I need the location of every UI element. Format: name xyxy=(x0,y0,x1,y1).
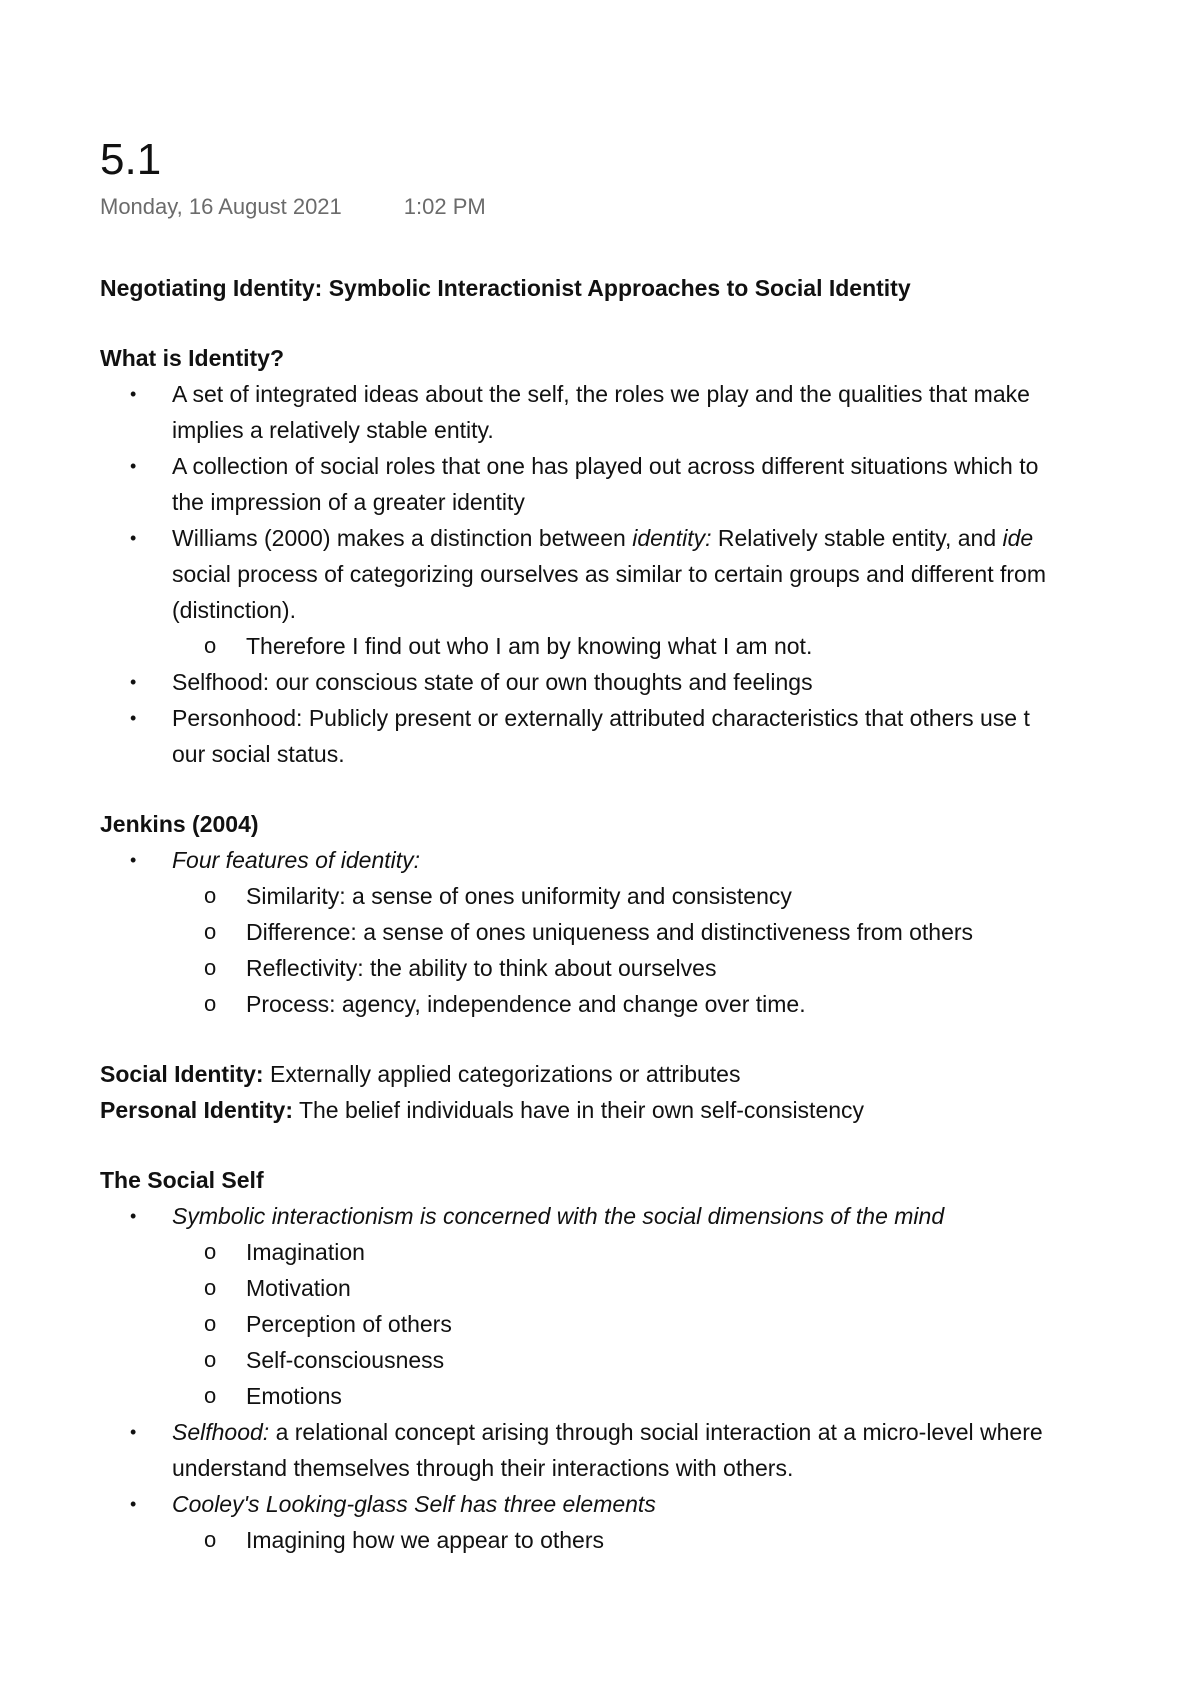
list-item-text: A collection of social roles that one has played out across different situations which to xyxy=(172,453,1039,479)
text-run-italic: Selfhood: xyxy=(172,1419,270,1445)
list-item-text: Emotions xyxy=(246,1383,342,1409)
list-item xyxy=(100,664,1200,700)
list-item-text: our social status. xyxy=(172,741,345,767)
definition-personal-identity xyxy=(100,1092,1200,1128)
sub-bullet-icon: o xyxy=(204,1383,217,1408)
list-item xyxy=(100,1486,1200,1522)
list-item-text: Four features of identity: xyxy=(172,847,421,873)
list-item-text: understand themselves through their interactions with others. xyxy=(172,1455,794,1481)
list-item-text: Motivation xyxy=(246,1275,351,1301)
list-item-text: implies a relatively stable entity. xyxy=(172,417,494,443)
definition-text: Externally applied categorizations or attributes xyxy=(263,1061,741,1087)
sub-list-item xyxy=(100,1306,1200,1342)
page-content xyxy=(100,130,1200,1578)
definition-social-identity xyxy=(100,1056,1200,1092)
text-run: Williams (2000) makes a distinction between xyxy=(172,525,633,551)
list-item-text xyxy=(172,520,1200,556)
bullet-icon: • xyxy=(130,850,137,870)
sub-list-item xyxy=(100,1270,1200,1306)
list-item xyxy=(100,376,1200,448)
text-run-italic: ide xyxy=(1002,525,1034,551)
sub-bullet-icon: o xyxy=(204,955,217,980)
sub-list-item xyxy=(100,878,1200,914)
list-item-text: Imagination xyxy=(246,1239,365,1265)
jenkins-list xyxy=(100,842,1200,1022)
bullet-icon: • xyxy=(130,528,137,548)
text-run: Relatively stable entity, and xyxy=(711,525,1003,551)
bullet-icon: • xyxy=(130,672,137,692)
list-item-text: Difference: a sense of ones uniqueness and distinctiveness from others xyxy=(246,919,974,945)
list-item-text: Personhood: Publicly present or externally attributed characteristics that others use t xyxy=(172,705,1030,731)
spacer xyxy=(100,772,1200,806)
sub-list-item xyxy=(100,628,1200,664)
section-heading-identity: What is Identity? xyxy=(100,345,284,371)
list-item xyxy=(100,448,1200,520)
sub-list-item xyxy=(100,1234,1200,1270)
list-item xyxy=(100,1414,1200,1486)
list-item-text: Symbolic interactionism is concerned with the social dimensions of the mind xyxy=(172,1203,945,1229)
text-run-italic: identity: xyxy=(632,525,712,551)
list-item-text: the impression of a greater identity xyxy=(172,489,525,515)
list-item xyxy=(100,842,1200,878)
bullet-icon: • xyxy=(130,456,137,476)
list-item-text: Self-consciousness xyxy=(246,1347,445,1373)
social-self-list xyxy=(100,1198,1200,1558)
list-item-text: Perception of others xyxy=(246,1311,452,1337)
list-item-text: Similarity: a sense of ones uniformity and consistency xyxy=(246,883,792,909)
list-item-text: Selfhood: our conscious state of our own thoughts and feelings xyxy=(172,669,813,695)
list-item-text: Imagining how we appear to others xyxy=(246,1527,604,1553)
sub-list-item xyxy=(100,914,1200,950)
definition-label: Social Identity: xyxy=(100,1061,264,1087)
sub-list-item xyxy=(100,986,1200,1022)
sub-bullet-icon: o xyxy=(204,1527,217,1552)
spacer xyxy=(100,306,1200,340)
sub-list-item xyxy=(100,1378,1200,1414)
spacer xyxy=(100,1022,1200,1056)
list-item-text: social process of categorizing ourselves as similar to certain groups and different from xyxy=(172,561,1046,587)
sub-bullet-icon: o xyxy=(204,883,217,908)
definition-text: The belief individuals have in their own self-consistency xyxy=(292,1097,865,1123)
list-item xyxy=(100,1198,1200,1234)
identity-list xyxy=(100,376,1200,772)
sub-list-item xyxy=(100,1342,1200,1378)
page-timestamp xyxy=(100,192,1200,222)
page-title[interactable]: 5.1 xyxy=(100,135,162,184)
sub-bullet-icon: o xyxy=(204,1275,217,1300)
sub-bullet-icon: o xyxy=(204,1239,217,1264)
section-heading-social-self: The Social Self xyxy=(100,1167,264,1193)
list-item-text: Process: agency, independence and change over time. xyxy=(246,991,806,1017)
definition-label: Personal Identity: xyxy=(100,1097,293,1123)
spacer xyxy=(100,1128,1200,1162)
sub-bullet-icon: o xyxy=(204,1311,217,1336)
bullet-icon: • xyxy=(130,1494,137,1514)
sub-bullet-icon: o xyxy=(204,1347,217,1372)
main-heading: Negotiating Identity: Symbolic Interactionist Approaches to Social Identity xyxy=(100,275,911,301)
text-run: a relational concept arising through social interaction at a micro-level where xyxy=(269,1419,1043,1445)
bullet-icon: • xyxy=(130,1422,137,1442)
list-item-text: Reflectivity: the ability to think about ourselves xyxy=(246,955,717,981)
list-item-text: Therefore I find out who I am by knowing what I am not. xyxy=(246,633,813,659)
sub-list-item xyxy=(100,1522,1200,1558)
sub-bullet-icon: o xyxy=(204,991,217,1016)
list-item xyxy=(100,520,1200,628)
bullet-icon: • xyxy=(130,708,137,728)
list-item-text xyxy=(172,1414,1200,1450)
page-date: Monday, 16 August 2021 xyxy=(100,194,342,219)
list-item-text: Cooley's Looking-glass Self has three elements xyxy=(172,1491,656,1517)
list-item-text: (distinction). xyxy=(172,597,296,623)
sub-list-item xyxy=(100,950,1200,986)
page-time: 1:02 PM xyxy=(403,194,486,219)
sub-bullet-icon: o xyxy=(204,633,217,658)
sub-bullet-icon: o xyxy=(204,919,217,944)
list-item xyxy=(100,700,1200,772)
list-item-text: A set of integrated ideas about the self, the roles we play and the qualities that make xyxy=(172,381,1030,407)
bullet-icon: • xyxy=(130,1206,137,1226)
section-heading-jenkins: Jenkins (2004) xyxy=(100,811,259,837)
bullet-icon: • xyxy=(130,384,137,404)
